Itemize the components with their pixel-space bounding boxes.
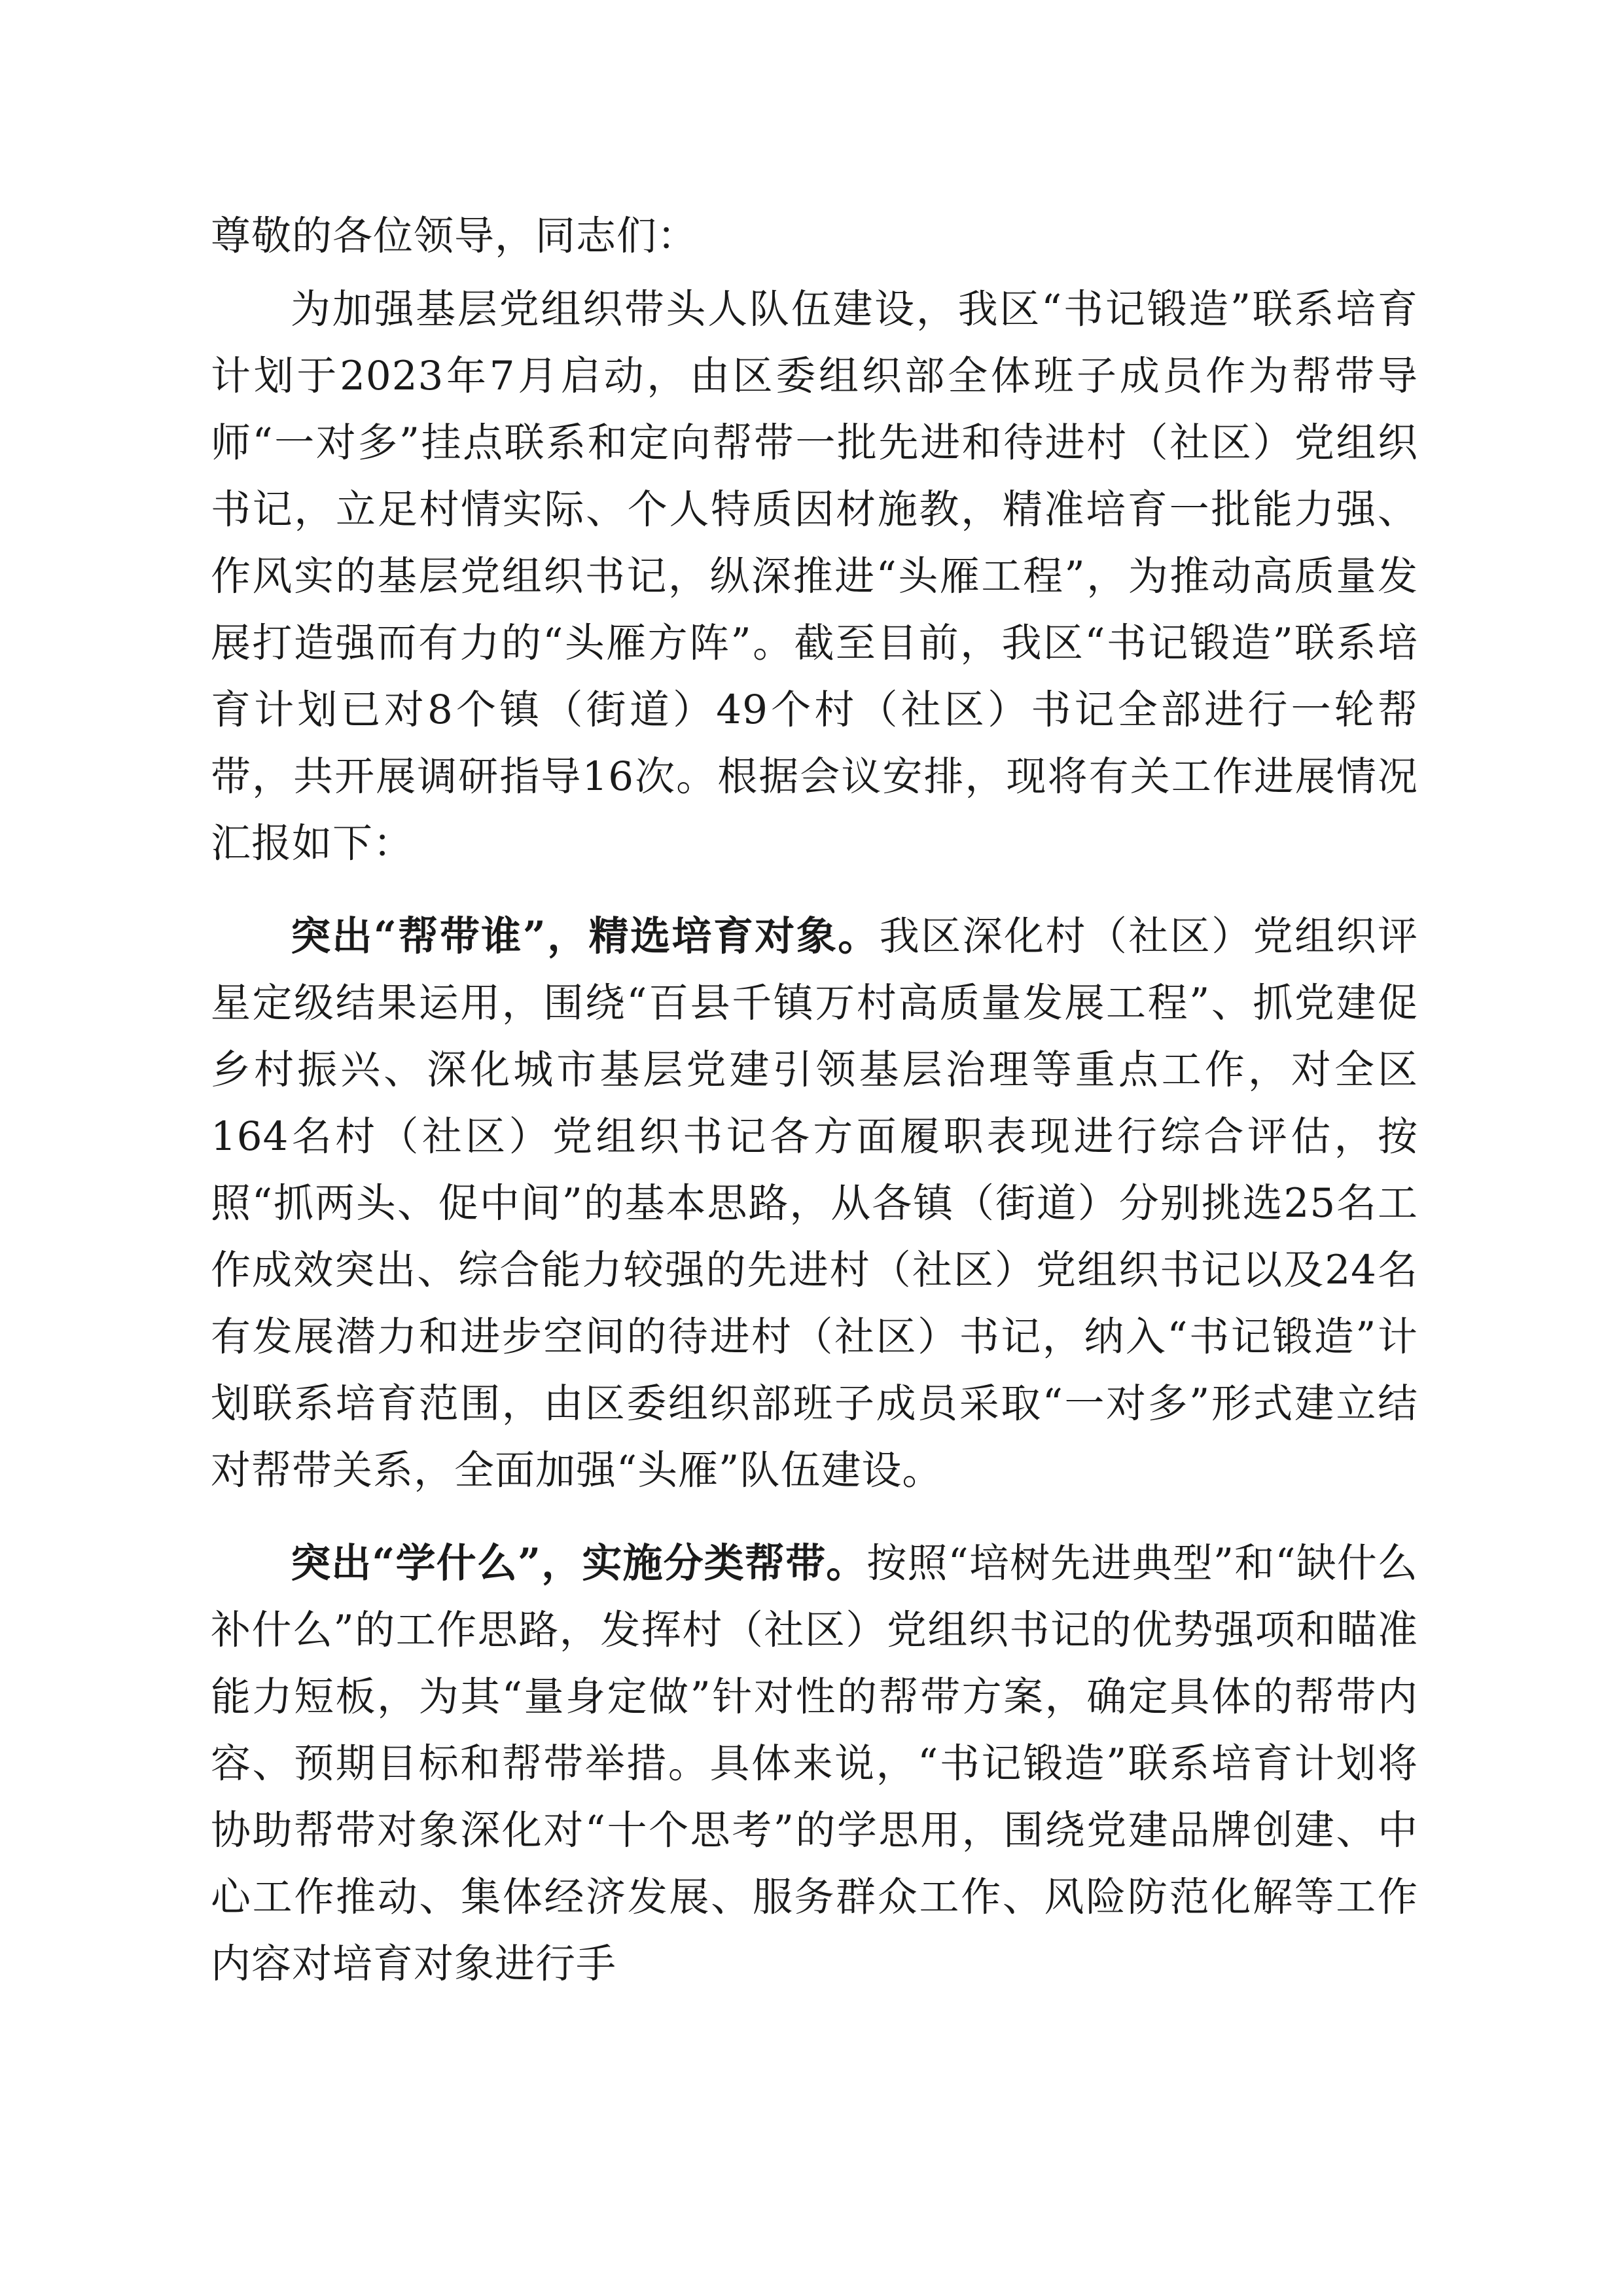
- paragraph-intro: [211, 276, 1418, 877]
- paragraph-section-1: [211, 903, 1418, 1504]
- document-body: [211, 203, 1418, 2024]
- paragraph-section-2: [211, 1530, 1418, 1998]
- paragraph-text: 为加强基层党组织带头人队伍建设，我区“书记锻造”联系培育计划于2023年7月启动，由区委组织部全体班子成员作为帮带导师“一对多”挂点联系和定向帮带一批先进和待进村（社区）党组织书记，立足村情实际、个人特质因材施教，精准培育一批能力强、作风实的基层党组织书记，纵深推进“头雁工程”，为推动高质量发展打造强而有力的“头雁方阵”。截至目前，我区“书记锻造”联系培育计划已对8个镇（街道）49个村（社区）书记全部进行一轮帮带，共开展调研指导16次。根据会议安排，现将有关工作进展情况汇报如下：: [211, 286, 1418, 867]
- paragraph-lead: 突出“学什么”，实施分类帮带。: [291, 1540, 867, 1587]
- paragraph-text: 按照“培树先进典型”和“缺什么补什么”的工作思路，发挥村（社区）党组织书记的优势强项和瞄准能力短板，为其“量身定做”针对性的帮带方案，确定具体的帮带内容、预期目标和帮带举措。具体来说，“书记锻造”联系培育计划将协助帮带对象深化对“十个思考”的学思用，围绕党建品牌创建、中心工作推动、集体经济发展、服务群众工作、风险防范化解等工作内容对培育对象进行手: [211, 1540, 1418, 1987]
- paragraph-lead: 突出“帮带谁”，精选培育对象。: [291, 913, 880, 960]
- paragraph-text: 我区深化村（社区）党组织评星定级结果运用，围绕“百县千镇万村高质量发展工程”、抓党建促乡村振兴、深化城市基层党建引领基层治理等重点工作，对全区164名村（社区）党组织书记各方面履职表现进行综合评估，按照“抓两头、促中间”的基本思路，从各镇（街道）分别挑选25名工作成效突出、综合能力较强的先进村（社区）党组织书记以及24名有发展潜力和进步空间的待进村（社区）书记，纳入“书记锻造”计划联系培育范围，由区委组织部班子成员采取“一对多”形式建立结对帮带关系，全面加强“头雁”队伍建设。: [211, 913, 1418, 1494]
- salutation: 尊敬的各位领导，同志们：: [211, 213, 698, 259]
